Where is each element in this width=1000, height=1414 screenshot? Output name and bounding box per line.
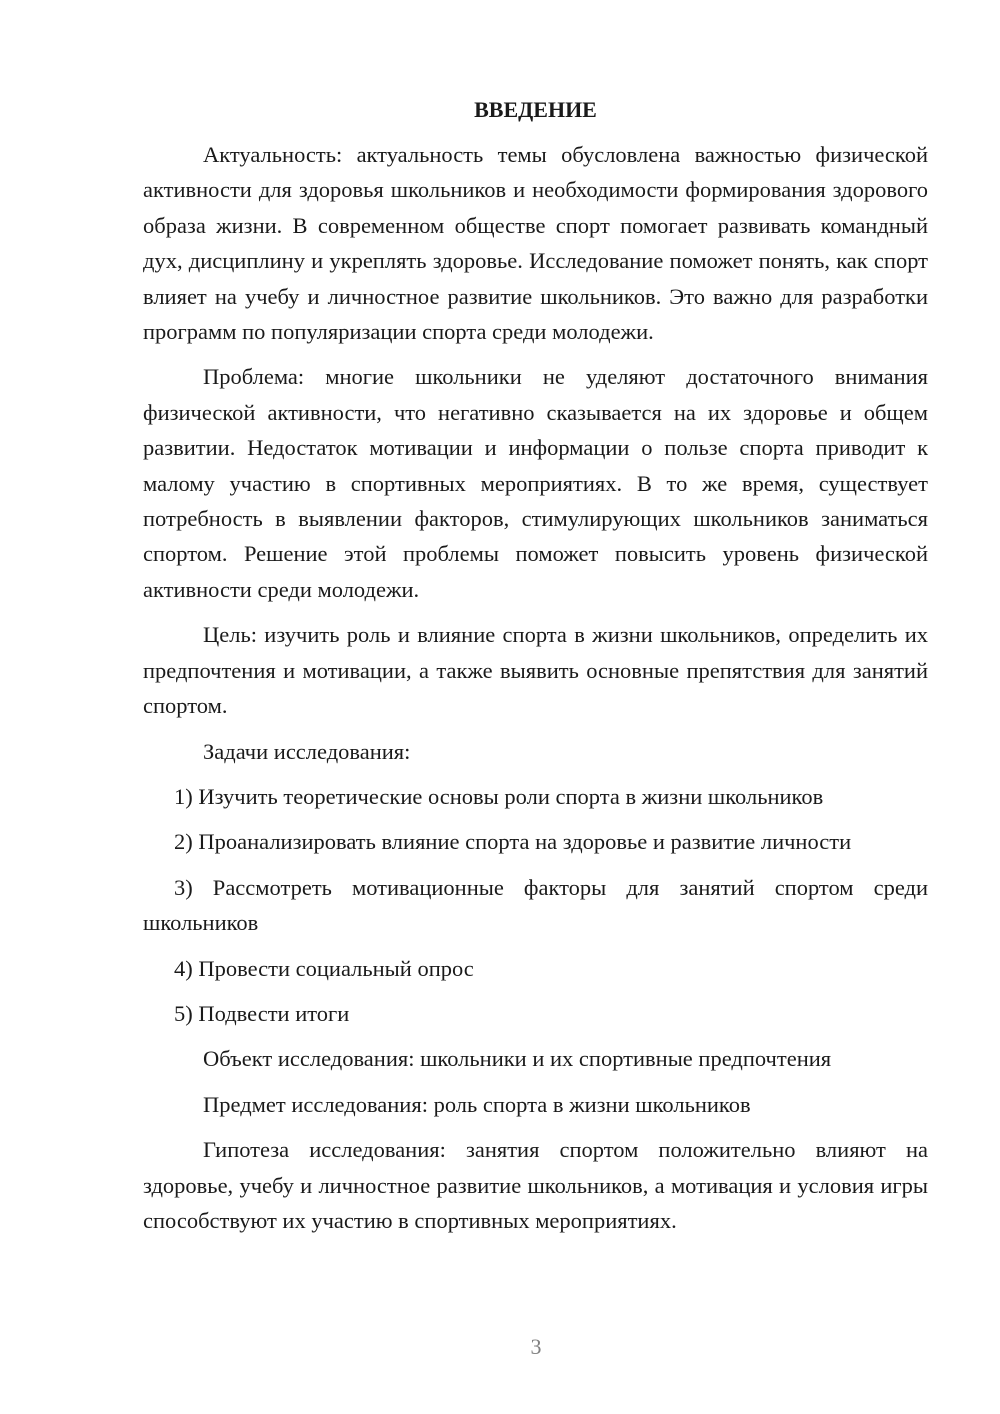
research-object: Объект исследования: школьники и их спортивные предпочтения [203, 1046, 832, 1072]
relevance-paragraph: Актуальность: актуальность темы обусловлена важностью физической активности для здоровья школьников и необходимости формирования здорового образа жизни. В современном обществе спорт помогает развивать командный дух, дисциплину и укреплять здоровье. Исследование поможет понять, как спорт влияет на учебу и личностное развитие школьников. Это важно для разработки программ по популяризации спорта среди молодежи. [143, 142, 928, 345]
research-hypothesis: Гипотеза исследования: занятия спортом положительно влияют на здоровье, учебу и личностное развитие школьников, а мотивация и условия игры способствуют их участию в спортивных мероприятиях. [143, 1137, 928, 1233]
task-item-5: 5) Подвести итоги [174, 1000, 350, 1026]
task-item-2: 2) Проанализировать влияние спорта на здоровье и развитие личности [174, 829, 852, 855]
problem-paragraph: Проблема: многие школьники не уделяют достаточного внимания физической активности, что негативно сказывается на их здоровье и общем развитии. Недостаток мотивации и информации о пользе спорта приводит к малому участию в спортивных мероприятиях. В то же время, существует потребность в выявлении факторов, стимулирующих школьников заниматься спортом. Решение этой проблемы поможет повысить уровень физической активности среди молодежи. [143, 364, 928, 602]
task-item-4: 4) Провести социальный опрос [174, 955, 474, 981]
task-item-1: 1) Изучить теоретические основы роли спорта в жизни школьников [174, 783, 824, 809]
task-item-3: 3) Рассмотреть мотивационные факторы для занятий спортом среди школьников [143, 874, 928, 936]
tasks-title: Задачи исследования: [203, 738, 411, 764]
page-number: 3 [530, 1334, 542, 1359]
goal-paragraph: Цель: изучить роль и влияние спорта в жизни школьников, определить их предпочтения и мотивации, а также выявить основные препятствия для занятий спортом. [143, 622, 928, 719]
research-subject: Предмет исследования: роль спорта в жизни школьников [203, 1091, 751, 1117]
section-heading: ВВЕДЕНИЕ [474, 97, 597, 122]
page-content [143, 92, 928, 1248]
